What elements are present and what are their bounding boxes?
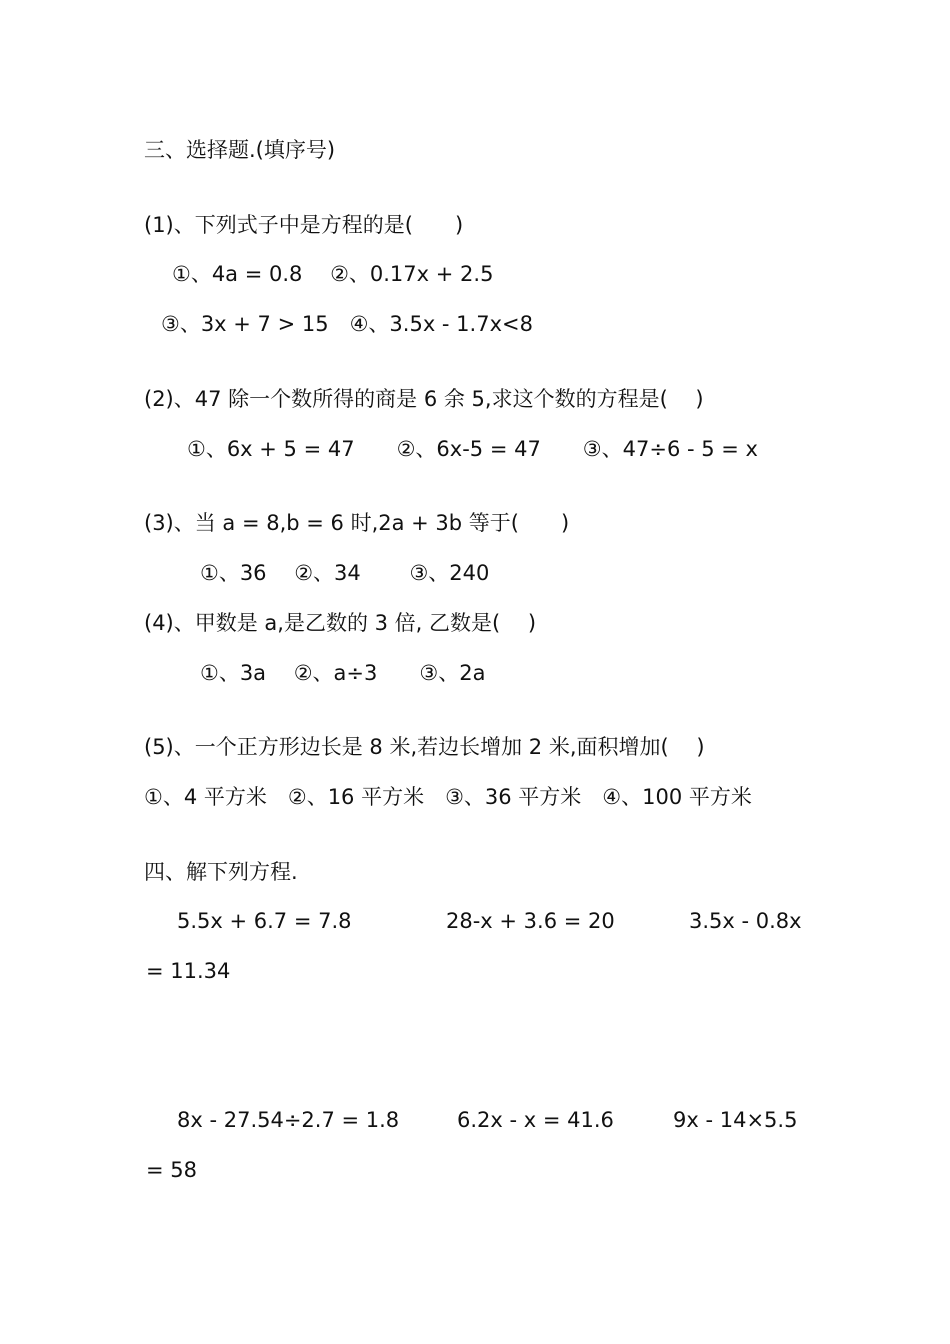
question-5-options: ①、4 平方米 ②、16 平方米 ③、36 平方米 ④、100 平方米	[144, 785, 752, 809]
question-4-stem: (4)、甲数是 a,是乙数的 3 倍, 乙数是( )	[144, 611, 537, 635]
question-2-options: ①、6x + 5 = 47 ②、6x-5 = 47 ③、47÷6 - 5 = x	[187, 437, 758, 461]
question-1-options-row-1: ①、4a = 0.8 ②、0.17x + 2.5	[172, 262, 494, 286]
equation-3-part-2: = 11.34	[146, 959, 231, 983]
equation-6-part-1: 9x - 14×5.5	[673, 1108, 798, 1132]
equation-5: 6.2x - x = 41.6	[457, 1108, 614, 1132]
question-3-stem: (3)、当 a = 8,b = 6 时,2a + 3b 等于( )	[144, 511, 570, 535]
section-4-heading: 四、解下列方程.	[144, 860, 298, 884]
section-3-heading: 三、选择题.(填序号)	[144, 138, 336, 162]
question-1-options-row-2: ③、3x + 7 > 15 ④、3.5x - 1.7x<8	[161, 312, 533, 336]
question-4-options: ①、3a ②、a÷3 ③、2a	[200, 661, 486, 685]
equation-2: 28-x + 3.6 = 20	[446, 909, 615, 933]
question-3-options: ①、36 ②、34 ③、240	[200, 561, 490, 585]
question-5-stem: (5)、一个正方形边长是 8 米,若边长增加 2 米,面积增加( )	[144, 735, 705, 759]
question-1-stem: (1)、下列式子中是方程的是( )	[144, 213, 464, 237]
equation-4: 8x - 27.54÷2.7 = 1.8	[177, 1108, 400, 1132]
equation-3-part-1: 3.5x - 0.8x	[689, 909, 802, 933]
equation-1: 5.5x + 6.7 = 7.8	[177, 909, 352, 933]
equation-6-part-2: = 58	[146, 1158, 197, 1182]
question-2-stem: (2)、47 除一个数所得的商是 6 余 5,求这个数的方程是( )	[144, 387, 704, 411]
